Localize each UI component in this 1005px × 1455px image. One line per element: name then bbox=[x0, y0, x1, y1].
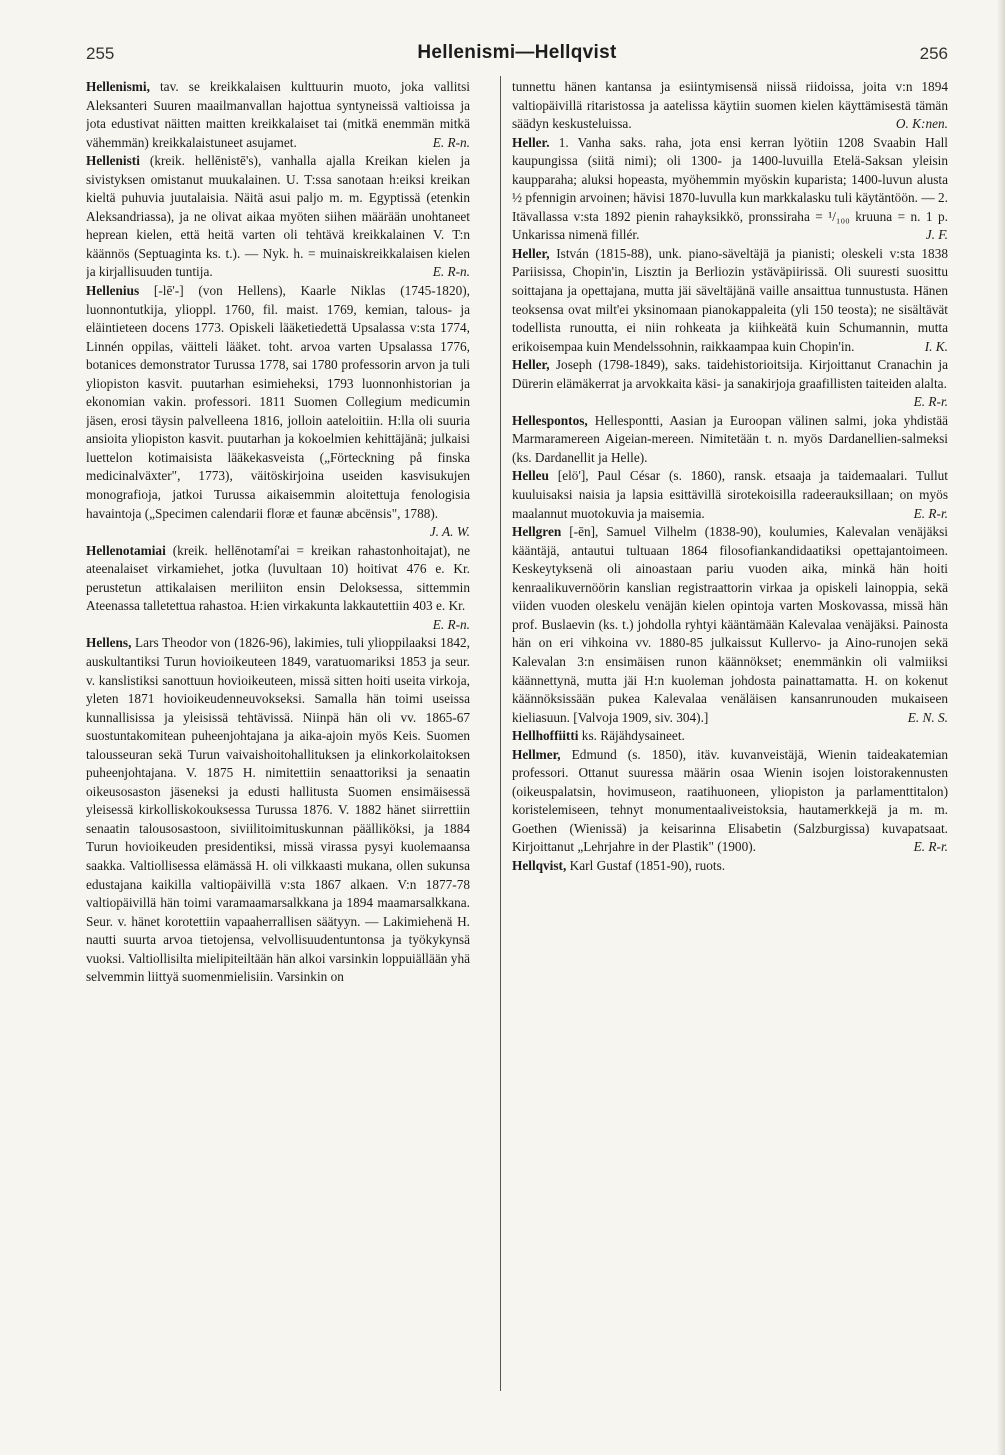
entry-headword: Hellgren bbox=[512, 524, 562, 540]
entry-body: Karl Gustaf (1851-90), ruots. bbox=[566, 857, 726, 873]
entry-headword: Hellenius bbox=[86, 283, 140, 299]
entry-body: István (1815-88), unk. piano-säveltäjä ja pianisti; oleskeli v:sta 1838 Pariisissa, Chopin'in, Lisztin ja Berliozin ystäväpiirissä. Oli suuresti suosittu soittajana ja opettajana, mutta jäi säveltäjänä vaille ansaittua tunnustusta. Hänen teoksensa ovat milt'ei yksinomaan pianokappaleita (yli 150 teosta); ne sisältävät todellista runoutta, ei niin rohkeata ja kiihkeätä kuin Schumannin, mutta erikoisempaa kuin Mendelssohnin, raikkaampaa kuin Chopin'in. bbox=[512, 245, 948, 354]
entry-body: Lars Theodor von (1826-96), lakimies, tuli ylioppilaaksi 1842, auskultantiksi Turun hovioikeuteen 1849, varatuomariksi 1853 ja seur. v. kanslistiksi sanottuun hovioikeuteen, missä sitten hoiti useita virkoja, yleten 1871 hovioikeudenneuvokseksi. Samalla hän toimi useissa kunnallisissa ja yleisissä tehtävissä. Niinpä hän oli vv. 1865-67 suostuntakomitean puheenjohtajana ja aika-ajoin myös Keis. Suomen talousseuran sekä Turun vaivaishoitohallituksen ja elinkorkolaitoksen puheenjohtajana. V. 1875 H. nimitettiin senaattoriksi ja senaatin oikeusosaston jäseneksi ja edusti hallitusta Suomen ensimäisessä yleisessä kirkolliskokouksessa Turussa 1876. V. 1882 hänet siirrettiin senaatin talousosastoon, siviilitoimituskunnan päälliköksi, ja 1884 Turun hovioikeuden presidentiksi, missä virassa pysyi kuolemaansa saakka. Valtiollisessa elämässä H. oli vilkkaasti mukana, ollen sukunsa edustajana kaikilla valtiopäivillä v:sta 1867 alkaen. V:n 1877-78 valtiopäivillä hän toimi varamaamarsalkkana ja 1894 maamarsalkkana. Seur. v. hänet korotettiin vapaaherrallisen säätyyn. — Lakimiehenä H. nautti suurta arvoa tietojensa, velvollisuudentuntonsa ja työkykynsä vuoksi. Valtiollisilta mielipiteiltään hän alkoi varsinkin loppuiällään yhä selvemmin liittyä suomenmielisiin. Varsinkin on bbox=[86, 635, 470, 985]
page-number-left: 255 bbox=[86, 44, 115, 63]
entry-signature: E. N. S. bbox=[907, 709, 948, 725]
entry-body: (kreik. hellēnistē's), vanhalla ajalla Kreikan kielen ja sivistyksen omistanut muukalainen. U. T:ssa sanotaan h:eiksi kreikan kieltä puhuvia juutalaisia. Näitä asui paljo m. m. Egyptissä (etenkin Aleksandriassa), ja ne olivat aikaa myöten siihen määrään unohtaneet heprean kielen, että heitä varten oli tehtävä kreikkalainen V. T:n käännös (Septuaginta ks. t.). — Nyk. h. = muinaiskreikkalaisen kielen ja kirjallisuuden tuntija. bbox=[86, 153, 470, 280]
entry-body: tunnettu hänen kantansa ja esiintymisensä niissä riidoissa, joita v:n 1894 valtiopäivillä ritaristossa ja aatelissa käytiin suomen kielen käyttämisestä tämän säädyn keskusteluissa. bbox=[512, 79, 948, 132]
entry-body: Hellespontti, Aasian ja Euroopan välinen salmi, joka yhdistää Marmaramereen Aigeian-mereen. Nimitetään t. n. myös Dardanellien-salmeksi (ks. Dardanellit ja Helle). bbox=[512, 412, 948, 465]
entry-body: 1. Vanha saks. raha, jota ensi kerran lyötiin 1208 Svaabin Hall kaupungissa (siitä nimi); oli 1300- ja 1400-luvuilla Etelä-Saksan yleisin kaupparaha; aluksi hopeasta, myöhemmin myöskin kuparista; 1400-luvun alusta ½ pfennigin arvoinen; hävisi 1870-luvulla kun markkalasku tuli käytäntöön. — 2. Itävallassa v:sta 1892 pienin rahayksikkö, pronssiraha = ¹/₁₀₀ kruuna = n. 1 p. Unkarissa nimenä fillér. bbox=[512, 134, 948, 243]
dictionary-entry bbox=[512, 467, 948, 523]
entry-body: tav. se kreikkalaisen kulttuurin muoto, joka vallitsi Aleksanteri Suuren maailmanvallan hajottua syntyneissä valtioissa ja jota edustivat näitten maitten kreikkalaiset tai (mitkä enemmän mitkä vähemmän) kreikkalaistuneet asujamet. bbox=[86, 79, 470, 150]
entry-headword: Hellqvist, bbox=[512, 857, 567, 873]
entry-headword: Heller, bbox=[512, 357, 550, 373]
entry-signature: I. K. bbox=[924, 338, 948, 354]
entry-body: [-lē'-] (von Hellens), Kaarle Niklas (1745-1820), luonnontutkija, ylioppl. 1760, fil. maist. 1769, kemian, talous- ja eläintieteen docens 1773. Opiskeli lääketiedettä Upsalassa v:sta 1774, Linnén oppilas, väitteli lääket. toht. arvoa varten Upsalassa 1776, botanices demonstrator Turussa 1778, sai 1780 professorin arvon ja tuli yliopiston kasvit. puutarhan esimieheksi, 1793 luonnonhistorian ja ekonomian vakin. professori. 1811 Suomen Collegium medicumin jäsen, erosi täysin palvelleena 1816, jolloin aateloitiin. H:lla oli suuria ansioita yliopiston kasvit. puutarhan ja kokoelmien kehittäjänä; julkaisi luettelon kotimaisista lääkekasveista („Förteckning på finska medicinalväxter", 1773), väitöskirjoina useiden kasvisukujen monografioja, jatkoi Turussa aikaisemmin aloitettuja fenologisia havaintoja („Specimen calendarii floræ et faunæ abcënsis", 1788). bbox=[86, 283, 470, 521]
dictionary-entry bbox=[512, 245, 948, 356]
dictionary-entry bbox=[86, 634, 470, 986]
dictionary-entry bbox=[86, 542, 470, 635]
left-column bbox=[86, 78, 470, 1398]
dictionary-entry bbox=[512, 523, 948, 727]
dictionary-entry bbox=[512, 78, 948, 134]
entry-headword: Hellhoffiitti bbox=[512, 728, 579, 744]
dictionary-entry bbox=[86, 282, 470, 542]
entry-headword: Hellenotamiai bbox=[86, 542, 166, 558]
dictionary-entry bbox=[512, 727, 948, 746]
dictionary-entry bbox=[512, 746, 948, 857]
entry-headword: Hellens, bbox=[86, 635, 132, 651]
entry-body: Edmund (s. 1850), itäv. kuvanveistäjä, Wienin taideakatemian professori. Ottanut suuressa määrin osaa Wienin isojen loistorakennusten (oikeuspalatsin, hovimuseon, raatihuoneen, yliopiston ja parlamenttitalon) koristelemiseen, tehnyt monumentaaliveistoksia, hautamerkkejä ja m. m. Goethen (Wienissä) ja keisarinna Elisabetin (Salzburgissa) kuvapatsaat. Kirjoittanut „Lehrjahre in der Plastik" (1900). bbox=[512, 746, 948, 855]
entry-headword: Hellmer, bbox=[512, 746, 561, 762]
entry-headword: Helleu bbox=[512, 468, 549, 484]
entry-body: Joseph (1798-1849), saks. taidehistorioitsija. Kirjoittanut Cranachin ja Dürerin elämäkerrat ja arvokkaita käsi- ja sanakirjoja graafillisten taiteiden alalta. bbox=[512, 357, 948, 391]
column-divider bbox=[500, 76, 501, 1391]
page-number-right: 256 bbox=[919, 44, 948, 63]
entry-signature: O. K:nen. bbox=[895, 116, 948, 132]
dictionary-entry bbox=[512, 412, 948, 468]
running-title: Hellenismi—Hellqvist bbox=[417, 42, 617, 63]
entry-body: [elö'], Paul César (s. 1860), ransk. etsaaja ja taidemaalari. Tullut kuuluisaksi naisia ja lapsia esittävillä sirotekoisilla radeerauksillaan; on myös maalannut muotokuvia ja maisemia. bbox=[512, 468, 948, 521]
dictionary-entry bbox=[512, 857, 948, 876]
entry-body: [-ēn], Samuel Vilhelm (1838-90), koulumies, Kalevalan venäjäksi kääntäjä, antautui tultuaan 1864 filosofiankandidaatiksi opettajantoimeen. Keskeytyksenä oli ainoastaan pariu vuoden aika, minkä hän hoiti kenraalikuvernöörin kanslian registraattorin virkaa ja opiskeli lainoppia, sekä viiden vuoden oleskelu venäjän kielen opintoja varten Moskovassa, missä hän prof. Buslaevin (ks. t.) johdolla ryhtyi kääntämään Kalevalaa venäjäksi. Painosta hän on eri vihkoina vv. 1880-85 julkaissut Kullervo- ja Aino-runojen sekä Kalevalan 3:n ensimäisen runon käännökset; enemmänkin oli valmiiksi käännettynä, mutta jäi H:n kuoleman johdosta painattamatta. H. on kokenut käännöksissään pukea Kalevalaa venäläisen kansanrunouden mukaiseen kieliasuun. [Valvoja 1909, siv. 304).] bbox=[512, 524, 948, 725]
entry-signature: J. A. W. bbox=[429, 524, 470, 540]
entry-signature: E. R-n. bbox=[432, 134, 470, 150]
page-edge-shadow bbox=[997, 0, 1005, 1455]
entry-signature: E. R-r. bbox=[913, 394, 948, 410]
entry-headword: Heller. bbox=[512, 134, 550, 150]
entry-body: ks. Räjähdysaineet. bbox=[578, 728, 685, 744]
entry-headword: Hellenisti bbox=[86, 153, 140, 169]
entry-headword: Hellenismi, bbox=[86, 79, 150, 94]
entry-signature: E. R-r. bbox=[913, 505, 948, 521]
right-column bbox=[512, 78, 948, 1398]
dictionary-entry bbox=[86, 152, 470, 282]
entry-signature: E. R-n. bbox=[432, 264, 470, 280]
entry-headword: Hellespontos, bbox=[512, 412, 588, 428]
dictionary-entry bbox=[86, 78, 470, 152]
dictionary-entry bbox=[512, 356, 948, 412]
entry-signature: E. R-n. bbox=[432, 616, 470, 632]
dictionary-entry bbox=[512, 134, 948, 245]
entry-signature: E. R-r. bbox=[913, 839, 948, 855]
entry-signature: J. F. bbox=[925, 227, 948, 243]
entry-body: (kreik. hellēnotamí'ai = kreikan rahastonhoitajat), ne ateenalaiset virkamiehet, jotka (luvultaan 10) hoitivat 476 e. Kr. perustetun attikalaisen meriliiton ensin Deloksessa, sittemmin Ateenassa talletettua rahastoa. H:ien virkakunta lakkautettiin 403 e. Kr. bbox=[86, 542, 470, 614]
page-header bbox=[86, 44, 948, 70]
entry-headword: Heller, bbox=[512, 245, 550, 261]
